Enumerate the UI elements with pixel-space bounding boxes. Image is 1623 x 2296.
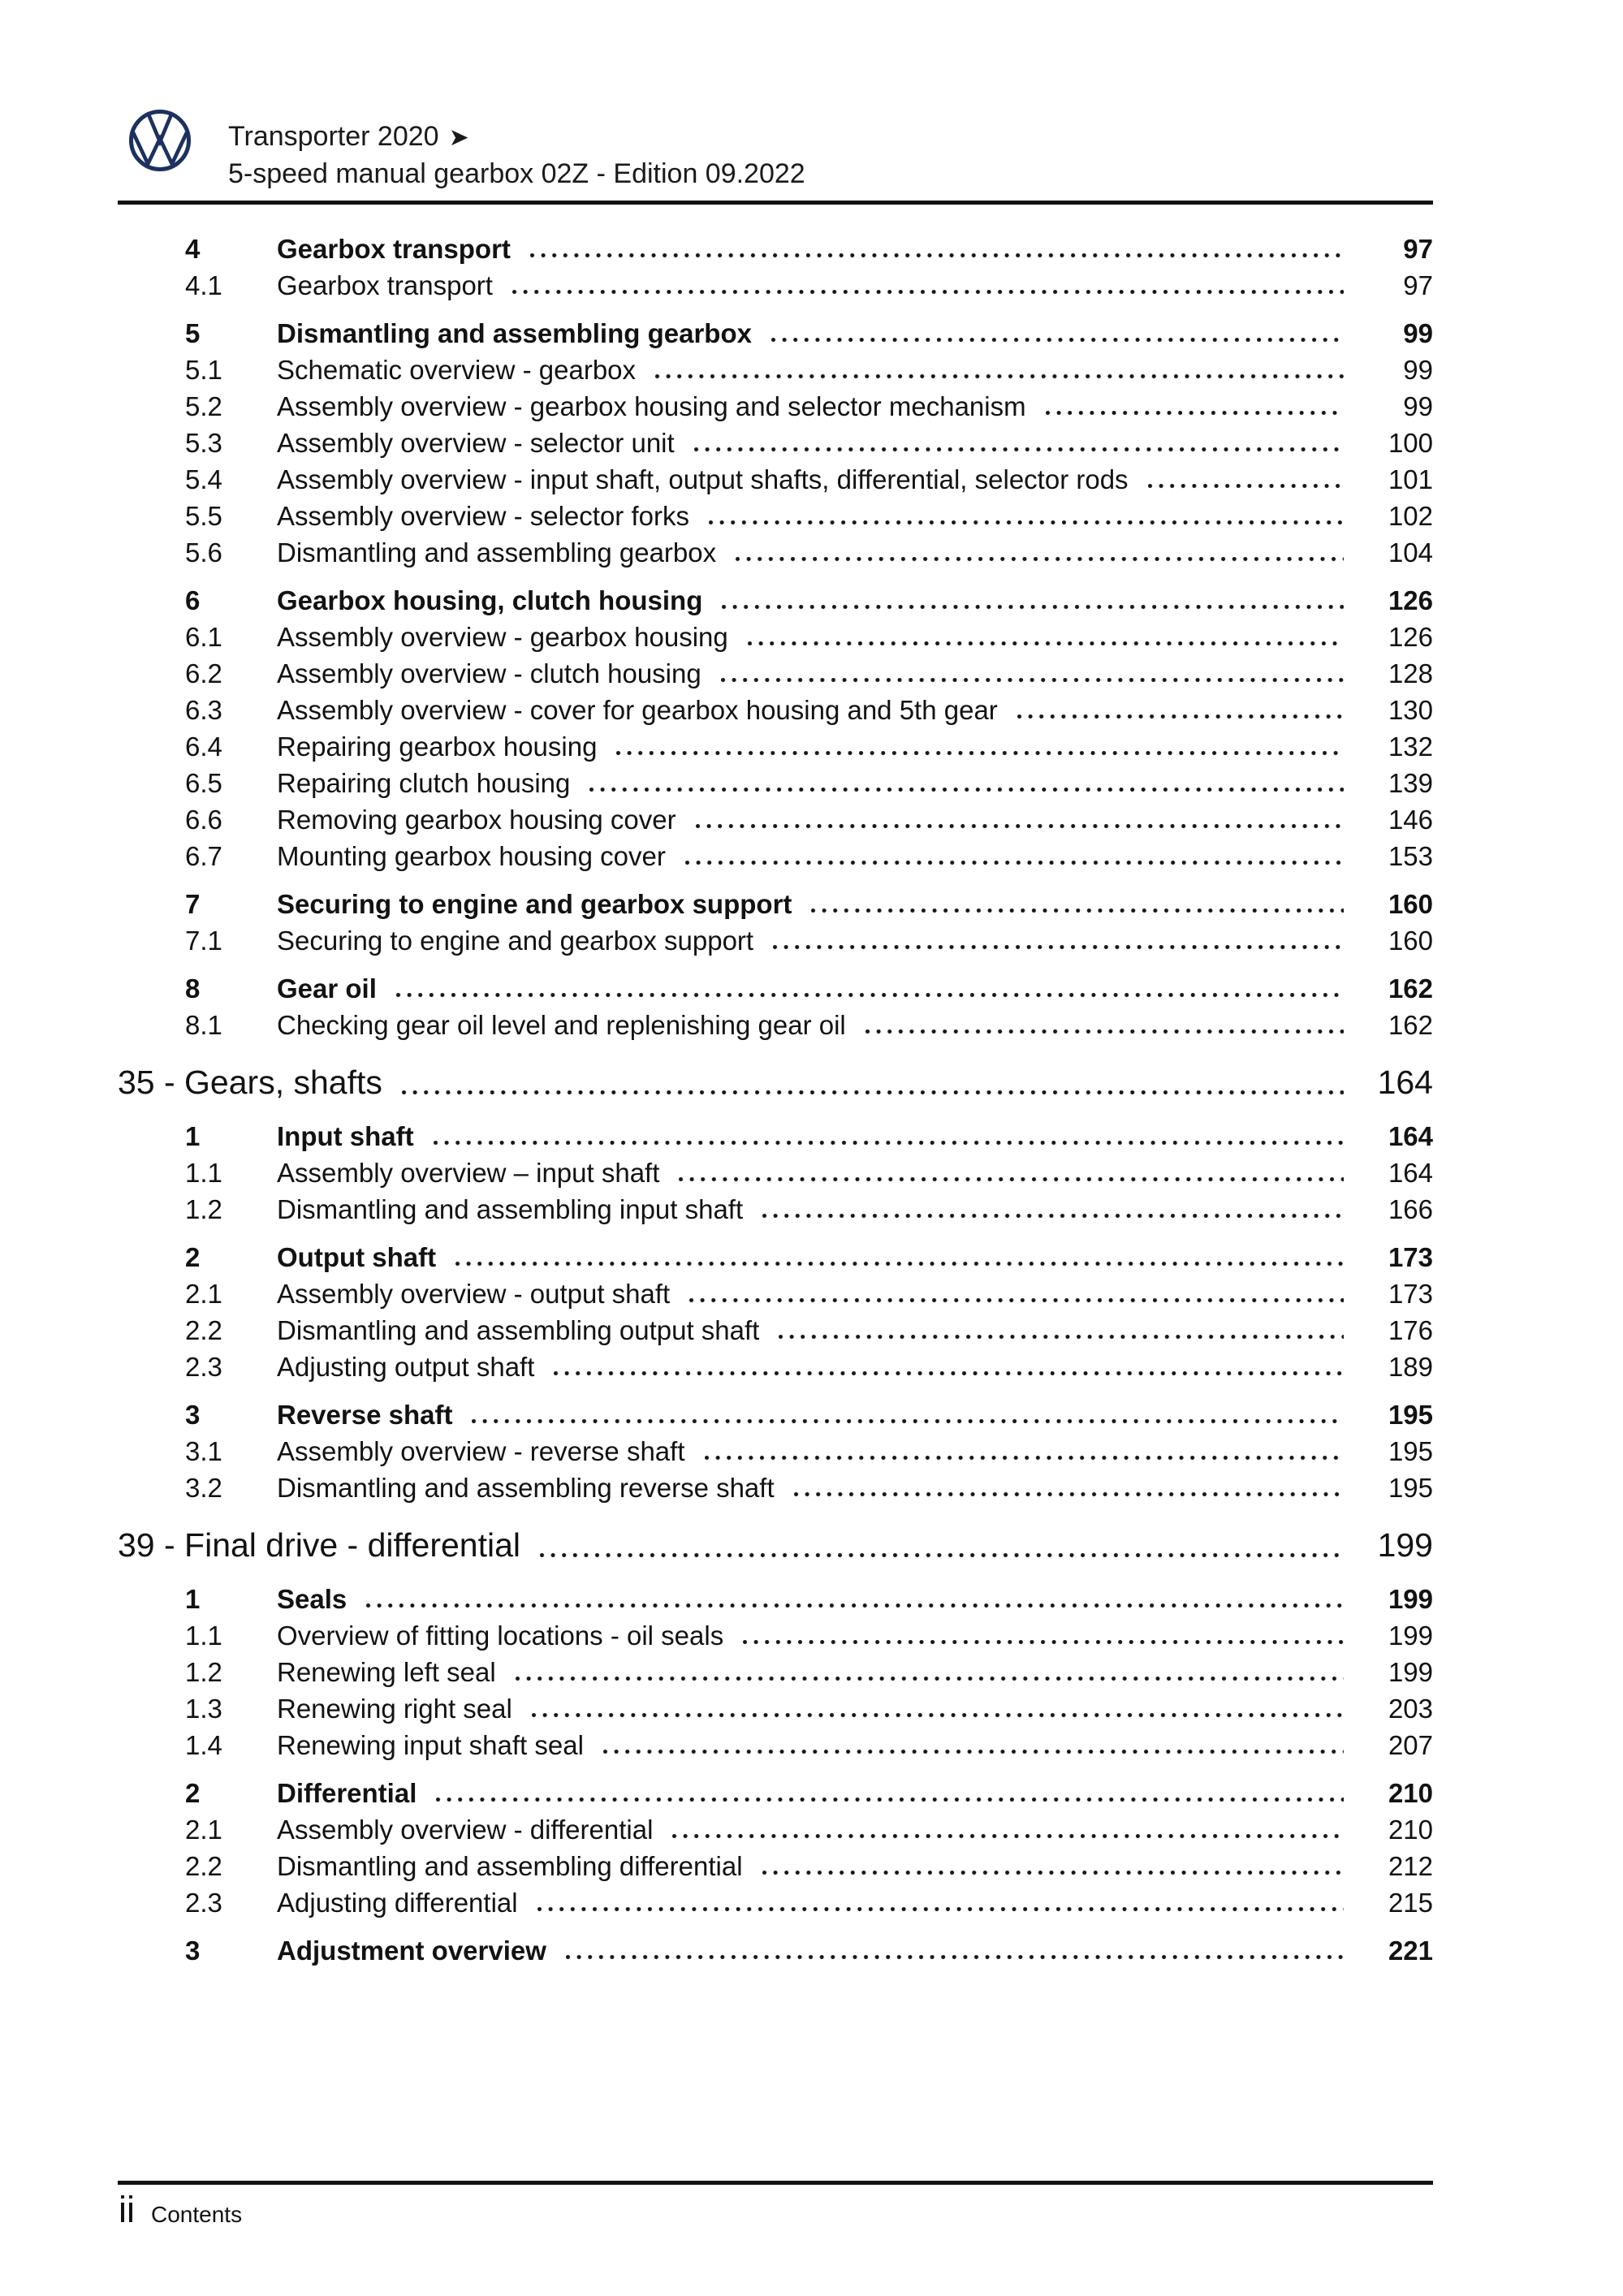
toc-entry-title: Assembly overview - output shaft bbox=[277, 1279, 671, 1309]
vw-logo-icon bbox=[128, 109, 192, 172]
toc-entry-row bbox=[118, 1470, 1433, 1506]
chapter-heading-label: 39 - Final drive - differential bbox=[118, 1526, 521, 1564]
toc-entry-row bbox=[118, 1581, 1433, 1617]
dot-leader bbox=[537, 1884, 1344, 1921]
toc-entry-number: 2.2 bbox=[185, 1315, 222, 1345]
dot-leader bbox=[530, 231, 1344, 267]
model-range-arrow-icon: ➤ bbox=[448, 124, 469, 151]
dot-leader bbox=[709, 498, 1344, 534]
toc-entry-number: 6 bbox=[185, 585, 201, 615]
toc-entry-number: 1.2 bbox=[185, 1194, 222, 1224]
toc-entry-title: Assembly overview - gearbox housing and selector mechanism bbox=[277, 391, 1026, 421]
toc-entry-row bbox=[118, 388, 1433, 425]
dot-leader bbox=[679, 1154, 1344, 1191]
toc-entry-page: 139 bbox=[1388, 768, 1433, 798]
dot-leader bbox=[566, 1932, 1344, 1969]
dot-leader bbox=[455, 1239, 1344, 1275]
dot-leader bbox=[554, 1349, 1344, 1385]
dot-leader bbox=[655, 352, 1344, 388]
toc-entry-page: 164 bbox=[1388, 1121, 1433, 1151]
toc-entry-page: 195 bbox=[1388, 1400, 1433, 1430]
toc-entry-row bbox=[118, 1312, 1433, 1349]
toc-entry-row bbox=[118, 1932, 1433, 1969]
toc-entry-title: Adjusting differential bbox=[277, 1888, 518, 1918]
toc-entry-row bbox=[118, 886, 1433, 922]
toc-entry-title: Assembly overview - reverse shaft bbox=[277, 1436, 685, 1466]
toc-entry-title: Assembly overview - differential bbox=[277, 1815, 654, 1845]
toc-entry-title: Input shaft bbox=[277, 1121, 414, 1151]
dot-leader bbox=[366, 1581, 1344, 1617]
toc-entry-number: 5.3 bbox=[185, 428, 222, 458]
toc-entry-page: 173 bbox=[1388, 1279, 1433, 1309]
toc-entry-title: Gear oil bbox=[277, 973, 377, 1003]
toc-entry-page: 99 bbox=[1403, 391, 1433, 421]
toc-entry-number: 6.7 bbox=[185, 841, 222, 871]
toc-entry-title: Repairing clutch housing bbox=[277, 768, 571, 798]
toc-entry-number: 1.3 bbox=[185, 1694, 222, 1724]
dot-leader bbox=[696, 801, 1344, 838]
toc-entry-title: Securing to engine and gearbox support bbox=[277, 926, 754, 956]
toc-entry-page: 212 bbox=[1388, 1851, 1433, 1881]
toc-entry-title: Assembly overview - clutch housing bbox=[277, 658, 701, 688]
toc-entry-title: Removing gearbox housing cover bbox=[277, 805, 676, 835]
toc-entry-page: 126 bbox=[1388, 585, 1433, 615]
toc-entry-number: 4 bbox=[185, 234, 201, 264]
toc-entry-number: 1 bbox=[185, 1584, 201, 1614]
toc-entry-title: Reverse shaft bbox=[277, 1400, 453, 1430]
dot-leader bbox=[689, 1275, 1344, 1312]
toc-entry-row bbox=[118, 1349, 1433, 1385]
toc-entry-page: 199 bbox=[1388, 1584, 1433, 1614]
header-subtitle: 5-speed manual gearbox 02Z - Edition 09.2022 bbox=[228, 158, 805, 189]
dot-leader bbox=[616, 728, 1344, 765]
toc-entry-row bbox=[118, 1007, 1433, 1043]
toc-entry-page: 153 bbox=[1388, 841, 1433, 871]
footer-contents-label: Contents bbox=[151, 2202, 243, 2227]
toc-entry-number: 5.1 bbox=[185, 355, 222, 385]
dot-leader bbox=[603, 1727, 1344, 1763]
dot-leader bbox=[748, 619, 1344, 655]
toc-entry-page: 162 bbox=[1388, 973, 1433, 1003]
toc-entry-row bbox=[118, 765, 1433, 801]
toc-entry-page: 173 bbox=[1388, 1242, 1433, 1272]
dot-leader bbox=[512, 267, 1344, 304]
toc-entry-title: Assembly overview - gearbox housing bbox=[277, 622, 728, 652]
toc-entry-page: 160 bbox=[1388, 889, 1433, 919]
toc-entry-row bbox=[118, 1690, 1433, 1727]
dot-leader bbox=[694, 425, 1344, 461]
toc-entry-number: 3.2 bbox=[185, 1473, 222, 1503]
toc-entry-page: 99 bbox=[1403, 355, 1433, 385]
toc-entry-page: 166 bbox=[1388, 1194, 1433, 1224]
toc-entry-number: 5.4 bbox=[185, 464, 222, 494]
toc-entry-page: 128 bbox=[1388, 658, 1433, 688]
dot-leader bbox=[532, 1690, 1344, 1727]
dot-leader bbox=[589, 765, 1344, 801]
toc-entry-row bbox=[118, 1191, 1433, 1228]
footer-page-number: ii bbox=[119, 2189, 135, 2230]
toc-entry-page: 126 bbox=[1388, 622, 1433, 652]
toc-entry-row bbox=[118, 1617, 1433, 1654]
dot-leader bbox=[771, 315, 1344, 352]
toc-entry-page: 102 bbox=[1388, 501, 1433, 531]
dot-leader bbox=[402, 1058, 1344, 1107]
toc-entry-page: 132 bbox=[1388, 732, 1433, 762]
toc-entry-row bbox=[118, 352, 1433, 388]
toc-entry-number: 2 bbox=[185, 1778, 201, 1808]
dot-leader bbox=[685, 838, 1344, 874]
toc-entry-number: 6.5 bbox=[185, 768, 222, 798]
toc-entry-title: Mounting gearbox housing cover bbox=[277, 841, 666, 871]
toc-entry-page: 221 bbox=[1388, 1936, 1433, 1966]
dot-leader bbox=[436, 1775, 1344, 1811]
toc-entry-number: 2 bbox=[185, 1242, 201, 1272]
toc-entry-title: Adjustment overview bbox=[277, 1936, 546, 1966]
toc-entry-page: 104 bbox=[1388, 537, 1433, 568]
header-model-line: Transporter 2020 bbox=[228, 121, 439, 152]
chapter-heading-page: 164 bbox=[1377, 1064, 1433, 1101]
toc-entry-page: 162 bbox=[1388, 1010, 1433, 1040]
dot-leader bbox=[396, 970, 1344, 1007]
dot-leader bbox=[472, 1396, 1344, 1433]
toc-entry-title: Renewing left seal bbox=[277, 1657, 496, 1687]
toc-entry-page: 97 bbox=[1403, 234, 1433, 264]
toc-entry-page: 146 bbox=[1388, 805, 1433, 835]
toc-entry-title: Assembly overview - selector unit bbox=[277, 428, 675, 458]
dot-leader bbox=[516, 1654, 1344, 1690]
footer-rule bbox=[118, 2181, 1433, 2185]
toc-entry-page: 195 bbox=[1388, 1436, 1433, 1466]
toc-entry-row bbox=[118, 1396, 1433, 1433]
toc-entry-row bbox=[118, 970, 1433, 1007]
toc-entry-title: Renewing right seal bbox=[277, 1694, 512, 1724]
toc-entry-number: 3 bbox=[185, 1400, 201, 1430]
dot-leader bbox=[1017, 692, 1344, 728]
chapter-heading-label: 35 - Gears, shafts bbox=[118, 1064, 382, 1101]
dot-leader bbox=[811, 886, 1344, 922]
toc-entry-page: 101 bbox=[1388, 464, 1433, 494]
toc-entry-row bbox=[118, 461, 1433, 498]
toc-entry-row bbox=[118, 655, 1433, 692]
dot-leader bbox=[773, 922, 1344, 959]
toc-entry-number: 6.1 bbox=[185, 622, 222, 652]
toc-entry-number: 8 bbox=[185, 973, 201, 1003]
toc-entry-row bbox=[118, 1239, 1433, 1275]
toc-entry-title: Seals bbox=[277, 1584, 347, 1614]
toc-entry-page: 160 bbox=[1388, 926, 1433, 956]
toc-entry-row bbox=[118, 425, 1433, 461]
toc-entry-number: 6.4 bbox=[185, 732, 222, 762]
toc-entry-row bbox=[118, 1848, 1433, 1884]
toc-entry-row bbox=[118, 1811, 1433, 1848]
dot-leader bbox=[762, 1848, 1344, 1884]
toc-entry-row bbox=[118, 534, 1433, 571]
toc-entry-number: 1 bbox=[185, 1121, 201, 1151]
dot-leader bbox=[721, 655, 1344, 692]
toc-entry-title: Assembly overview – input shaft bbox=[277, 1158, 660, 1188]
toc-entry-row bbox=[118, 801, 1433, 838]
toc-entry-title: Differential bbox=[277, 1778, 417, 1808]
toc-entry-row bbox=[118, 1154, 1433, 1191]
toc-entry-row bbox=[118, 582, 1433, 619]
toc-entry-title: Dismantling and assembling gearbox bbox=[277, 318, 752, 348]
header-model-line-row bbox=[228, 119, 805, 156]
toc-entry-number: 1.4 bbox=[185, 1730, 222, 1760]
toc-entry-number: 7 bbox=[185, 889, 201, 919]
toc-entry-number: 7.1 bbox=[185, 926, 222, 956]
chapter-heading-row bbox=[118, 1058, 1433, 1107]
toc-entry-row bbox=[118, 1275, 1433, 1312]
toc-entry-title: Dismantling and assembling differential bbox=[277, 1851, 743, 1881]
toc-entry-number: 6.6 bbox=[185, 805, 222, 835]
toc-entry-title: Dismantling and assembling input shaft bbox=[277, 1194, 744, 1224]
toc-entry-row bbox=[118, 838, 1433, 874]
dot-leader bbox=[865, 1007, 1344, 1043]
toc-entry-row bbox=[118, 1727, 1433, 1763]
toc-entry-row bbox=[118, 619, 1433, 655]
toc-entry-row bbox=[118, 315, 1433, 352]
dot-leader bbox=[736, 534, 1344, 571]
dot-leader bbox=[540, 1521, 1344, 1569]
page-footer bbox=[119, 2189, 242, 2231]
toc-entry-number: 2.1 bbox=[185, 1815, 222, 1845]
toc-entry-title: Gearbox transport bbox=[277, 270, 493, 300]
toc-entry-title: Adjusting output shaft bbox=[277, 1352, 535, 1382]
toc-entry-number: 1.1 bbox=[185, 1621, 222, 1651]
toc-entry-page: 210 bbox=[1388, 1778, 1433, 1808]
dot-leader bbox=[762, 1191, 1344, 1228]
toc-entry-number: 5.2 bbox=[185, 391, 222, 421]
toc-entry-page: 207 bbox=[1388, 1730, 1433, 1760]
toc-entry-number: 6.2 bbox=[185, 658, 222, 688]
toc-entry-page: 97 bbox=[1403, 270, 1433, 300]
toc-entry-row bbox=[118, 1433, 1433, 1470]
toc-entry-page: 164 bbox=[1388, 1158, 1433, 1188]
toc-entry-number: 3 bbox=[185, 1936, 201, 1966]
chapter-heading-page: 199 bbox=[1377, 1526, 1433, 1564]
toc-entry-title: Assembly overview - selector forks bbox=[277, 501, 689, 531]
toc-entry-number: 2.3 bbox=[185, 1888, 222, 1918]
toc-entry-page: 199 bbox=[1388, 1657, 1433, 1687]
dot-leader bbox=[705, 1433, 1345, 1470]
dot-leader bbox=[779, 1312, 1344, 1349]
toc-entry-title: Checking gear oil level and replenishing gear oil bbox=[277, 1010, 846, 1040]
page-header bbox=[228, 119, 805, 192]
table-of-contents bbox=[118, 219, 1433, 1969]
dot-leader bbox=[1046, 388, 1344, 425]
toc-entry-title: Assembly overview - cover for gearbox housing and 5th gear bbox=[277, 695, 998, 725]
toc-entry-number: 3.1 bbox=[185, 1436, 222, 1466]
dot-leader bbox=[672, 1811, 1344, 1848]
toc-entry-number: 2.3 bbox=[185, 1352, 222, 1382]
chapter-heading-row bbox=[118, 1521, 1433, 1569]
toc-entry-row bbox=[118, 231, 1433, 267]
toc-entry-page: 215 bbox=[1388, 1888, 1433, 1918]
toc-entry-number: 2.1 bbox=[185, 1279, 222, 1309]
toc-entry-title: Dismantling and assembling gearbox bbox=[277, 537, 717, 568]
toc-entry-number: 5.5 bbox=[185, 501, 222, 531]
toc-entry-title: Schematic overview - gearbox bbox=[277, 355, 637, 385]
toc-entry-number: 5.6 bbox=[185, 537, 222, 568]
toc-entry-row bbox=[118, 692, 1433, 728]
toc-entry-title: Dismantling and assembling reverse shaft bbox=[277, 1473, 775, 1503]
toc-entry-row bbox=[118, 1884, 1433, 1921]
toc-entry-number: 2.2 bbox=[185, 1851, 222, 1881]
toc-entry-title: Repairing gearbox housing bbox=[277, 732, 598, 762]
toc-entry-number: 6.3 bbox=[185, 695, 222, 725]
toc-entry-title: Renewing input shaft seal bbox=[277, 1730, 584, 1760]
toc-entry-page: 195 bbox=[1388, 1473, 1433, 1503]
toc-entry-title: Gearbox housing, clutch housing bbox=[277, 585, 703, 615]
toc-entry-title: Output shaft bbox=[277, 1242, 437, 1272]
dot-leader bbox=[434, 1118, 1344, 1154]
toc-entry-number: 1.2 bbox=[185, 1657, 222, 1687]
toc-entry-row bbox=[118, 728, 1433, 765]
dot-leader bbox=[743, 1617, 1344, 1654]
toc-entry-page: 130 bbox=[1388, 695, 1433, 725]
toc-entry-title: Overview of fitting locations - oil seals bbox=[277, 1621, 724, 1651]
toc-entry-page: 210 bbox=[1388, 1815, 1433, 1845]
dot-leader bbox=[722, 582, 1344, 619]
toc-entry-page: 189 bbox=[1388, 1352, 1433, 1382]
toc-entry-page: 199 bbox=[1388, 1621, 1433, 1651]
toc-entry-row bbox=[118, 1775, 1433, 1811]
toc-entry-row bbox=[118, 267, 1433, 304]
toc-entry-row bbox=[118, 922, 1433, 959]
toc-entry-page: 99 bbox=[1403, 318, 1433, 348]
toc-entry-title: Gearbox transport bbox=[277, 234, 511, 264]
header-rule bbox=[118, 201, 1433, 205]
toc-entry-number: 1.1 bbox=[185, 1158, 222, 1188]
dot-leader bbox=[794, 1470, 1344, 1506]
toc-entry-title: Assembly overview - input shaft, output shafts, differential, selector rods bbox=[277, 464, 1129, 494]
toc-entry-page: 203 bbox=[1388, 1694, 1433, 1724]
toc-entry-number: 5 bbox=[185, 318, 201, 348]
toc-entry-title: Dismantling and assembling output shaft bbox=[277, 1315, 760, 1345]
toc-entry-page: 100 bbox=[1388, 428, 1433, 458]
dot-leader bbox=[1148, 461, 1344, 498]
toc-entry-number: 8.1 bbox=[185, 1010, 222, 1040]
toc-entry-row bbox=[118, 1654, 1433, 1690]
toc-entry-row bbox=[118, 498, 1433, 534]
toc-entry-number: 4.1 bbox=[185, 270, 222, 300]
toc-entry-page: 176 bbox=[1388, 1315, 1433, 1345]
toc-entry-row bbox=[118, 1118, 1433, 1154]
toc-entry-title: Securing to engine and gearbox support bbox=[277, 889, 792, 919]
